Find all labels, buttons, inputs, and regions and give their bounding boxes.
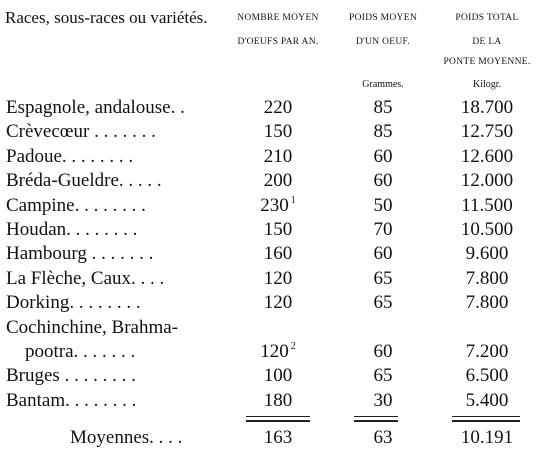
eggs-value: 150 bbox=[263, 219, 293, 240]
egg-weight: 65 bbox=[373, 267, 393, 289]
total-weight: 7.200 bbox=[465, 341, 509, 362]
rule-col3-thick bbox=[452, 420, 520, 422]
header-weight-sub: D'UN OEUF. bbox=[355, 37, 411, 47]
eggs-per-year bbox=[222, 389, 334, 413]
race-name: pootra. . . . . . . bbox=[6, 341, 136, 362]
eggs-value: 160 bbox=[263, 243, 293, 265]
egg-weight: 85 bbox=[373, 121, 393, 143]
eggs-value: 230 bbox=[260, 194, 289, 216]
race-name: Houdan. . . . . . . . bbox=[6, 219, 138, 240]
total-weight: 6.500 bbox=[465, 365, 509, 387]
total-weight: 7.800 bbox=[465, 267, 509, 289]
rule-col2-thick bbox=[354, 420, 398, 422]
total-weight: 10.500 bbox=[460, 219, 514, 240]
table-row bbox=[0, 194, 536, 218]
race-name: Campine. . . . . . . . bbox=[6, 194, 146, 216]
egg-weight: 60 bbox=[373, 341, 393, 362]
total-weight: 5.400 bbox=[465, 389, 509, 411]
eggs-per-year bbox=[222, 340, 334, 364]
race-name: La Flèche, Caux. . . . bbox=[6, 267, 165, 289]
table-row bbox=[0, 218, 536, 242]
header-total: POIDS TOTAL bbox=[455, 13, 519, 23]
eggs-value: 200 bbox=[263, 170, 293, 192]
egg-weight: 60 bbox=[373, 243, 393, 265]
average-total: 10.191 bbox=[460, 427, 514, 448]
egg-weight: 65 bbox=[373, 365, 393, 387]
unit-kilograms: Kilogr. bbox=[472, 79, 502, 90]
eggs-value: 180 bbox=[263, 389, 293, 411]
eggs-per-year bbox=[222, 218, 334, 242]
race-name: Bruges . . . . . . . . bbox=[6, 365, 136, 387]
eggs-value: 120 bbox=[260, 341, 289, 362]
table-row bbox=[0, 242, 536, 266]
race-name: Dorking. . . . . . . . bbox=[6, 292, 141, 314]
eggs-per-year bbox=[222, 242, 334, 266]
eggs-value: 100 bbox=[263, 365, 293, 387]
unit-grams: Grammes. bbox=[362, 79, 404, 90]
average-weight: 63 bbox=[373, 427, 393, 448]
eggs-per-year bbox=[222, 364, 334, 388]
header-weight: POIDS MOYEN bbox=[349, 13, 417, 23]
rule-col1-thick bbox=[246, 420, 310, 422]
table-row bbox=[0, 267, 536, 291]
eggs-value: 220 bbox=[263, 97, 293, 118]
table-row bbox=[0, 364, 536, 388]
average-label: Moyennes. . . . bbox=[70, 427, 183, 448]
table-row bbox=[0, 120, 536, 144]
table-row bbox=[0, 169, 536, 193]
eggs-per-year bbox=[222, 291, 334, 315]
eggs-per-year bbox=[222, 194, 334, 218]
table-row bbox=[0, 316, 536, 340]
eggs-per-year bbox=[222, 96, 334, 120]
race-name: Bantam. . . . . . . . bbox=[6, 389, 137, 411]
average-row bbox=[0, 425, 536, 451]
total-weight: 12.000 bbox=[460, 170, 514, 192]
egg-weight: 70 bbox=[373, 219, 393, 240]
header-total-sub: DE LA bbox=[472, 37, 502, 47]
race-name: Hambourg . . . . . . . bbox=[6, 243, 154, 265]
egg-weight: 30 bbox=[373, 389, 393, 411]
rule-col2 bbox=[354, 416, 398, 417]
rule-col1 bbox=[246, 416, 310, 417]
table-row bbox=[0, 96, 536, 120]
egg-weight: 85 bbox=[373, 97, 393, 118]
race-name: Bréda-Gueldre. . . . . bbox=[6, 170, 162, 192]
egg-weight: 60 bbox=[373, 145, 393, 167]
race-name: Crèvecœur . . . . . . . bbox=[6, 121, 156, 143]
eggs-value: 120 bbox=[263, 267, 293, 289]
egg-weight: 60 bbox=[373, 170, 393, 192]
race-name: Espagnole, andalouse. . bbox=[6, 97, 185, 118]
total-weight: 7.800 bbox=[465, 292, 509, 314]
footnote-marker: 2 bbox=[290, 341, 296, 352]
footnote-marker: 1 bbox=[290, 194, 296, 206]
table-row bbox=[0, 145, 536, 169]
rule-col3 bbox=[452, 416, 520, 417]
table-row bbox=[0, 340, 536, 364]
header-eggs: NOMBRE MOYEN bbox=[237, 13, 319, 23]
eggs-per-year bbox=[222, 120, 334, 144]
total-weight: 9.600 bbox=[465, 243, 509, 265]
average-eggs: 163 bbox=[263, 427, 293, 448]
total-weight: 18.700 bbox=[460, 97, 514, 118]
egg-weight: 65 bbox=[373, 292, 393, 314]
table-row bbox=[0, 389, 536, 413]
egg-weight: 50 bbox=[373, 194, 393, 216]
total-weight: 12.750 bbox=[460, 121, 514, 143]
header-total-sub2: PONTE MOYENNE. bbox=[443, 57, 531, 67]
eggs-per-year bbox=[222, 145, 334, 169]
eggs-per-year bbox=[222, 169, 334, 193]
eggs-value: 150 bbox=[263, 121, 293, 143]
race-name: Padoue. . . . . . . . bbox=[6, 145, 134, 167]
eggs-value: 210 bbox=[263, 145, 293, 167]
race-name: Cochinchine, Brahma- bbox=[6, 316, 179, 338]
total-weight: 12.600 bbox=[460, 145, 514, 167]
table-row bbox=[0, 291, 536, 315]
header-races: Races, sous-races ou variétés. bbox=[5, 8, 208, 27]
total-weight: 11.500 bbox=[461, 194, 513, 216]
eggs-value: 120 bbox=[263, 292, 293, 314]
header-eggs-sub: D'OEUFS PAR AN. bbox=[237, 37, 319, 47]
eggs-per-year bbox=[222, 267, 334, 291]
